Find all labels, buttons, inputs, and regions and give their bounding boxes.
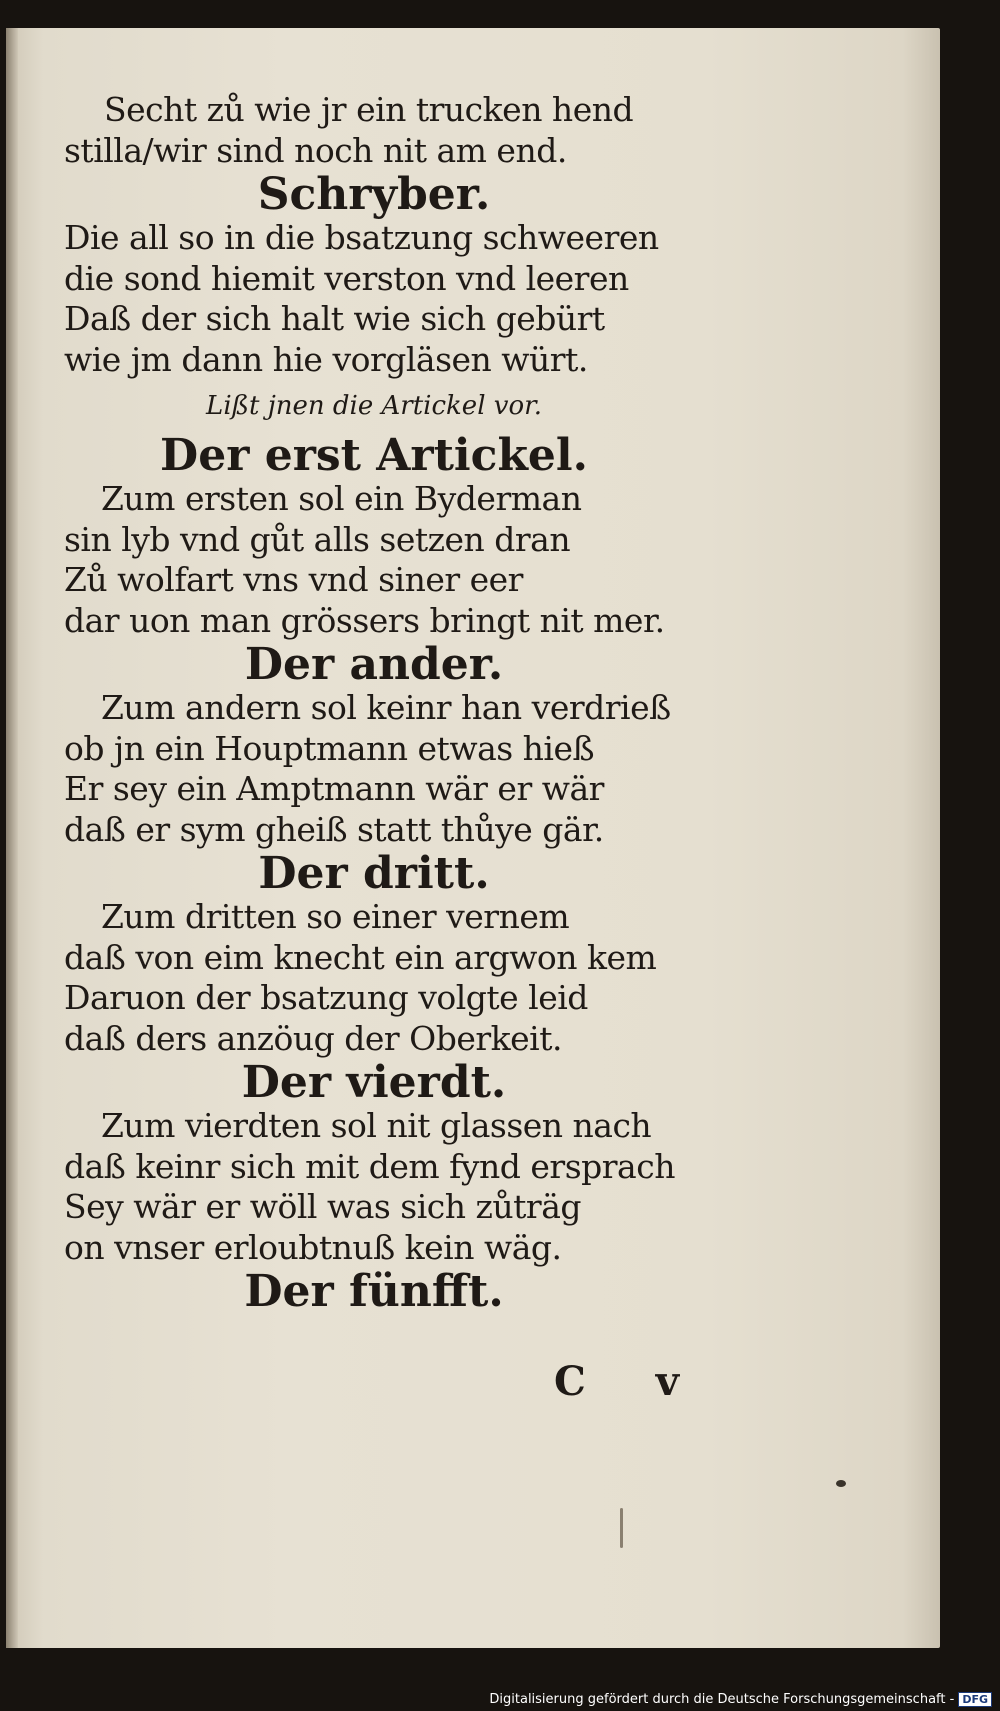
speaker-heading: Schryber. (257, 169, 491, 220)
verse-line: Zum vierdten sol nit glassen nach (101, 1106, 652, 1145)
verse-line: Zum ersten sol ein Byderman (101, 479, 582, 518)
verse-line: daß er sym gheiß statt thůye gär. (64, 809, 604, 849)
verse-line: daß von eim knecht ein argwon kem (64, 937, 657, 977)
section-heading: Der erst Artickel. (160, 430, 588, 481)
verse-line: die sond hiemit verston vnd leeren (64, 258, 629, 298)
verse-line: wie jm dann hie vorgläsen würt. (64, 339, 588, 379)
verse-line: Zů wolfart vns vnd siner eer (64, 560, 523, 599)
verse-line: Er sey ein Amptmann wär er wär (64, 769, 604, 808)
ink-speck (836, 1480, 846, 1487)
verse-line: Daruon der bsatzung volgte leid (64, 978, 588, 1017)
page-text-block (64, 90, 684, 1315)
verse-line: Zum andern sol keinr han verdrieß (101, 688, 671, 727)
verse-line: Zum dritten so einer vernem (101, 897, 570, 936)
section-heading: Der fünfft. (244, 1266, 504, 1317)
paper-mark (620, 1508, 623, 1548)
verse-line: Sey wär er wöll was sich zůträg (64, 1187, 581, 1226)
section-heading: Der vierdt. (241, 1057, 507, 1108)
verse-line: Die all so in die bsatzung schweeren (64, 218, 659, 257)
signature-mark: C v (554, 1358, 708, 1405)
book-page (6, 28, 940, 1648)
digitization-footer (489, 1692, 992, 1707)
stage-direction: Lißt jnen die Artickel vor. (206, 391, 542, 421)
verse-line: stilla/wir sind noch nit am end. (64, 130, 567, 170)
verse-line: dar uon man grössers bringt nit mer. (64, 600, 665, 640)
section-heading: Der ander. (244, 639, 504, 690)
section-heading: Der dritt. (258, 848, 490, 899)
footer-text: Digitalisierung gefördert durch die Deutsche Forschungsgemeinschaft - (489, 1692, 955, 1707)
verse-line: daß keinr sich mit dem fynd ersprach (64, 1146, 675, 1186)
dfg-logo: DFG (958, 1692, 992, 1707)
verse-line: Secht zů wie jr ein trucken hend (104, 90, 634, 129)
verse-line: Daß der sich halt wie sich gebürt (64, 299, 605, 338)
verse-line: ob jn ein Houptmann etwas hieß (64, 728, 595, 768)
verse-line: daß ders anzöug der Oberkeit. (64, 1018, 562, 1058)
page-gutter-shadow (6, 28, 18, 1648)
verse-line: sin lyb vnd gůt alls setzen dran (64, 519, 571, 559)
verse-line: on vnser erloubtnuß kein wäg. (64, 1227, 562, 1267)
